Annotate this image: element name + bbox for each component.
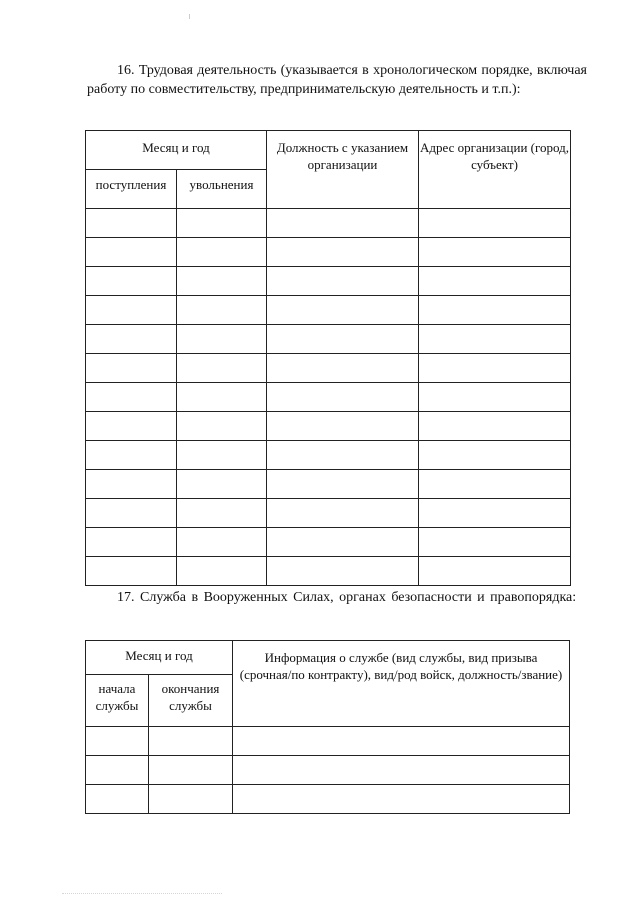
table-row xyxy=(86,238,571,267)
table-row xyxy=(86,785,570,814)
header-position: Должность с указанием организации xyxy=(267,131,419,209)
table-row xyxy=(86,354,571,383)
header-dismissal: увольнения xyxy=(177,170,267,209)
table-cell[interactable] xyxy=(177,499,267,528)
table-cell[interactable] xyxy=(419,296,571,325)
table-cell[interactable] xyxy=(177,528,267,557)
section-16-heading: 16. Трудовая деятельность (указывается в хронологическом порядке, включая работу по совместительству, предпринимательскую деятельность и т.п.): xyxy=(87,63,587,97)
table-cell[interactable] xyxy=(177,325,267,354)
table-cell[interactable] xyxy=(267,470,419,499)
table-cell[interactable] xyxy=(419,209,571,238)
table-cell[interactable] xyxy=(149,727,233,756)
military-service-table xyxy=(85,640,570,814)
table-cell[interactable] xyxy=(177,267,267,296)
table-row xyxy=(86,325,571,354)
table-cell[interactable] xyxy=(267,209,419,238)
header-month-year: Месяц и год xyxy=(86,641,233,675)
table-cell[interactable] xyxy=(149,756,233,785)
table-cell[interactable] xyxy=(86,412,177,441)
table-cell[interactable] xyxy=(177,296,267,325)
table-cell[interactable] xyxy=(419,412,571,441)
table-cell[interactable] xyxy=(267,325,419,354)
header-admission: поступления xyxy=(86,170,177,209)
table-cell[interactable] xyxy=(177,412,267,441)
table-cell[interactable] xyxy=(267,412,419,441)
table-cell[interactable] xyxy=(86,325,177,354)
table-cell[interactable] xyxy=(267,267,419,296)
table-cell[interactable] xyxy=(267,296,419,325)
table-cell[interactable] xyxy=(86,383,177,412)
table-cell[interactable] xyxy=(86,470,177,499)
scan-mark xyxy=(189,14,190,19)
header-address: Адрес организации (город, субъект) xyxy=(419,131,571,209)
table-cell[interactable] xyxy=(86,296,177,325)
table-cell[interactable] xyxy=(86,785,149,814)
employment-table xyxy=(85,130,571,586)
table-cell[interactable] xyxy=(177,354,267,383)
table-row xyxy=(86,267,571,296)
table-cell[interactable] xyxy=(419,238,571,267)
table-cell[interactable] xyxy=(419,354,571,383)
table-cell[interactable] xyxy=(419,267,571,296)
table-cell[interactable] xyxy=(419,441,571,470)
table-cell[interactable] xyxy=(86,209,177,238)
table-cell[interactable] xyxy=(419,499,571,528)
header-service-info: Информация о службе (вид службы, вид призыва (срочная/по контракту), вид/род войск, должность/звание) xyxy=(233,641,570,727)
table-cell[interactable] xyxy=(233,727,570,756)
table-cell[interactable] xyxy=(177,557,267,586)
table-cell[interactable] xyxy=(267,354,419,383)
table-row xyxy=(86,528,571,557)
table-cell[interactable] xyxy=(419,325,571,354)
table-row xyxy=(86,756,570,785)
table-cell[interactable] xyxy=(419,557,571,586)
header-service-start: начала службы xyxy=(86,675,149,727)
table-cell[interactable] xyxy=(267,499,419,528)
table-row xyxy=(86,557,571,586)
table-cell[interactable] xyxy=(86,354,177,383)
header-month-year: Месяц и год xyxy=(86,131,267,170)
table-cell[interactable] xyxy=(267,528,419,557)
table-cell[interactable] xyxy=(177,441,267,470)
table-cell[interactable] xyxy=(233,785,570,814)
table-cell[interactable] xyxy=(419,383,571,412)
table-cell[interactable] xyxy=(267,441,419,470)
table-cell[interactable] xyxy=(267,557,419,586)
table-cell[interactable] xyxy=(267,238,419,267)
table-cell[interactable] xyxy=(86,267,177,296)
table-cell[interactable] xyxy=(86,441,177,470)
table-row xyxy=(86,209,571,238)
table-row xyxy=(86,727,570,756)
table-cell[interactable] xyxy=(177,238,267,267)
table-cell[interactable] xyxy=(233,756,570,785)
table-cell[interactable] xyxy=(149,785,233,814)
table-cell[interactable] xyxy=(86,727,149,756)
section-17-heading: 17. Служба в Вооруженных Силах, органах безопасности и правопорядка: xyxy=(117,590,577,605)
table-cell[interactable] xyxy=(86,238,177,267)
table-cell[interactable] xyxy=(177,383,267,412)
table-cell[interactable] xyxy=(177,470,267,499)
header-service-end: окончания службы xyxy=(149,675,233,727)
table-row xyxy=(86,441,571,470)
table-cell[interactable] xyxy=(86,557,177,586)
table-cell[interactable] xyxy=(419,528,571,557)
table-row xyxy=(86,499,571,528)
table-cell[interactable] xyxy=(419,470,571,499)
scan-artifact xyxy=(62,893,222,902)
table-cell[interactable] xyxy=(177,209,267,238)
table-cell[interactable] xyxy=(86,528,177,557)
table-cell[interactable] xyxy=(86,499,177,528)
table-cell[interactable] xyxy=(267,383,419,412)
table-row xyxy=(86,412,571,441)
table-row xyxy=(86,296,571,325)
table-row xyxy=(86,383,571,412)
table-row xyxy=(86,470,571,499)
table-cell[interactable] xyxy=(86,756,149,785)
